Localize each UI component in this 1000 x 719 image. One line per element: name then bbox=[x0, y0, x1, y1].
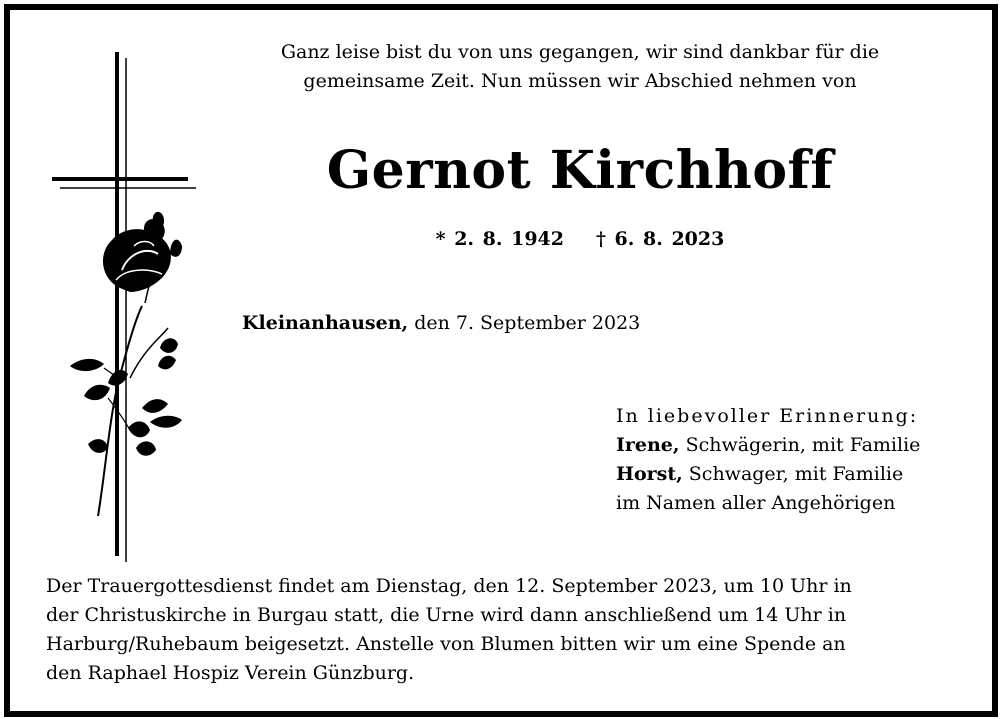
intro-text bbox=[220, 38, 940, 96]
intro-line: gemeinsame Zeit. Nun müssen wir Abschied nehmen von bbox=[303, 70, 857, 92]
place-and-date bbox=[242, 312, 640, 334]
obituary-frame bbox=[4, 4, 998, 717]
memory-closing: im Namen aller Angehörigen bbox=[616, 492, 896, 514]
birth-date: * 2. 8. 1942 bbox=[435, 228, 564, 250]
memory-heading: In liebevoller Erinnerung: bbox=[616, 405, 919, 427]
service-line: Der Trauergottesdienst findet am Dienstag, den 12. September 2023, um 10 Uhr in bbox=[46, 575, 852, 597]
death-date: † 6. 8. 2023 bbox=[596, 228, 725, 250]
mourner-line bbox=[616, 431, 920, 460]
intro-line: Ganz leise bist du von uns gegangen, wir sind dankbar für die bbox=[280, 41, 880, 63]
cross-icon bbox=[52, 52, 196, 562]
mourner-relation: Schwager, mit Familie bbox=[688, 463, 904, 485]
service-line: den Raphael Hospiz Verein Günzburg. bbox=[46, 662, 415, 684]
mourner-name: Irene, bbox=[616, 434, 680, 456]
life-dates bbox=[220, 228, 940, 250]
mourner-line bbox=[616, 460, 920, 489]
service-details bbox=[46, 572, 966, 688]
deceased-name: Gernot Kirchhoff bbox=[326, 140, 834, 201]
service-line: der Christuskirche in Burgau statt, die Urne wird dann anschließend um 14 Uhr in bbox=[46, 604, 847, 626]
mourners-block bbox=[616, 402, 920, 518]
place: Kleinanhausen, bbox=[242, 312, 409, 334]
mourner-name: Horst, bbox=[616, 463, 683, 485]
notice-date: den 7. September 2023 bbox=[414, 312, 641, 334]
mourner-relation: Schwägerin, mit Familie bbox=[685, 434, 921, 456]
service-line: Harburg/Ruhebaum beigesetzt. Anstelle von Blumen bitten wir um eine Spende an bbox=[46, 633, 846, 655]
cross-rose-illustration bbox=[50, 48, 200, 568]
